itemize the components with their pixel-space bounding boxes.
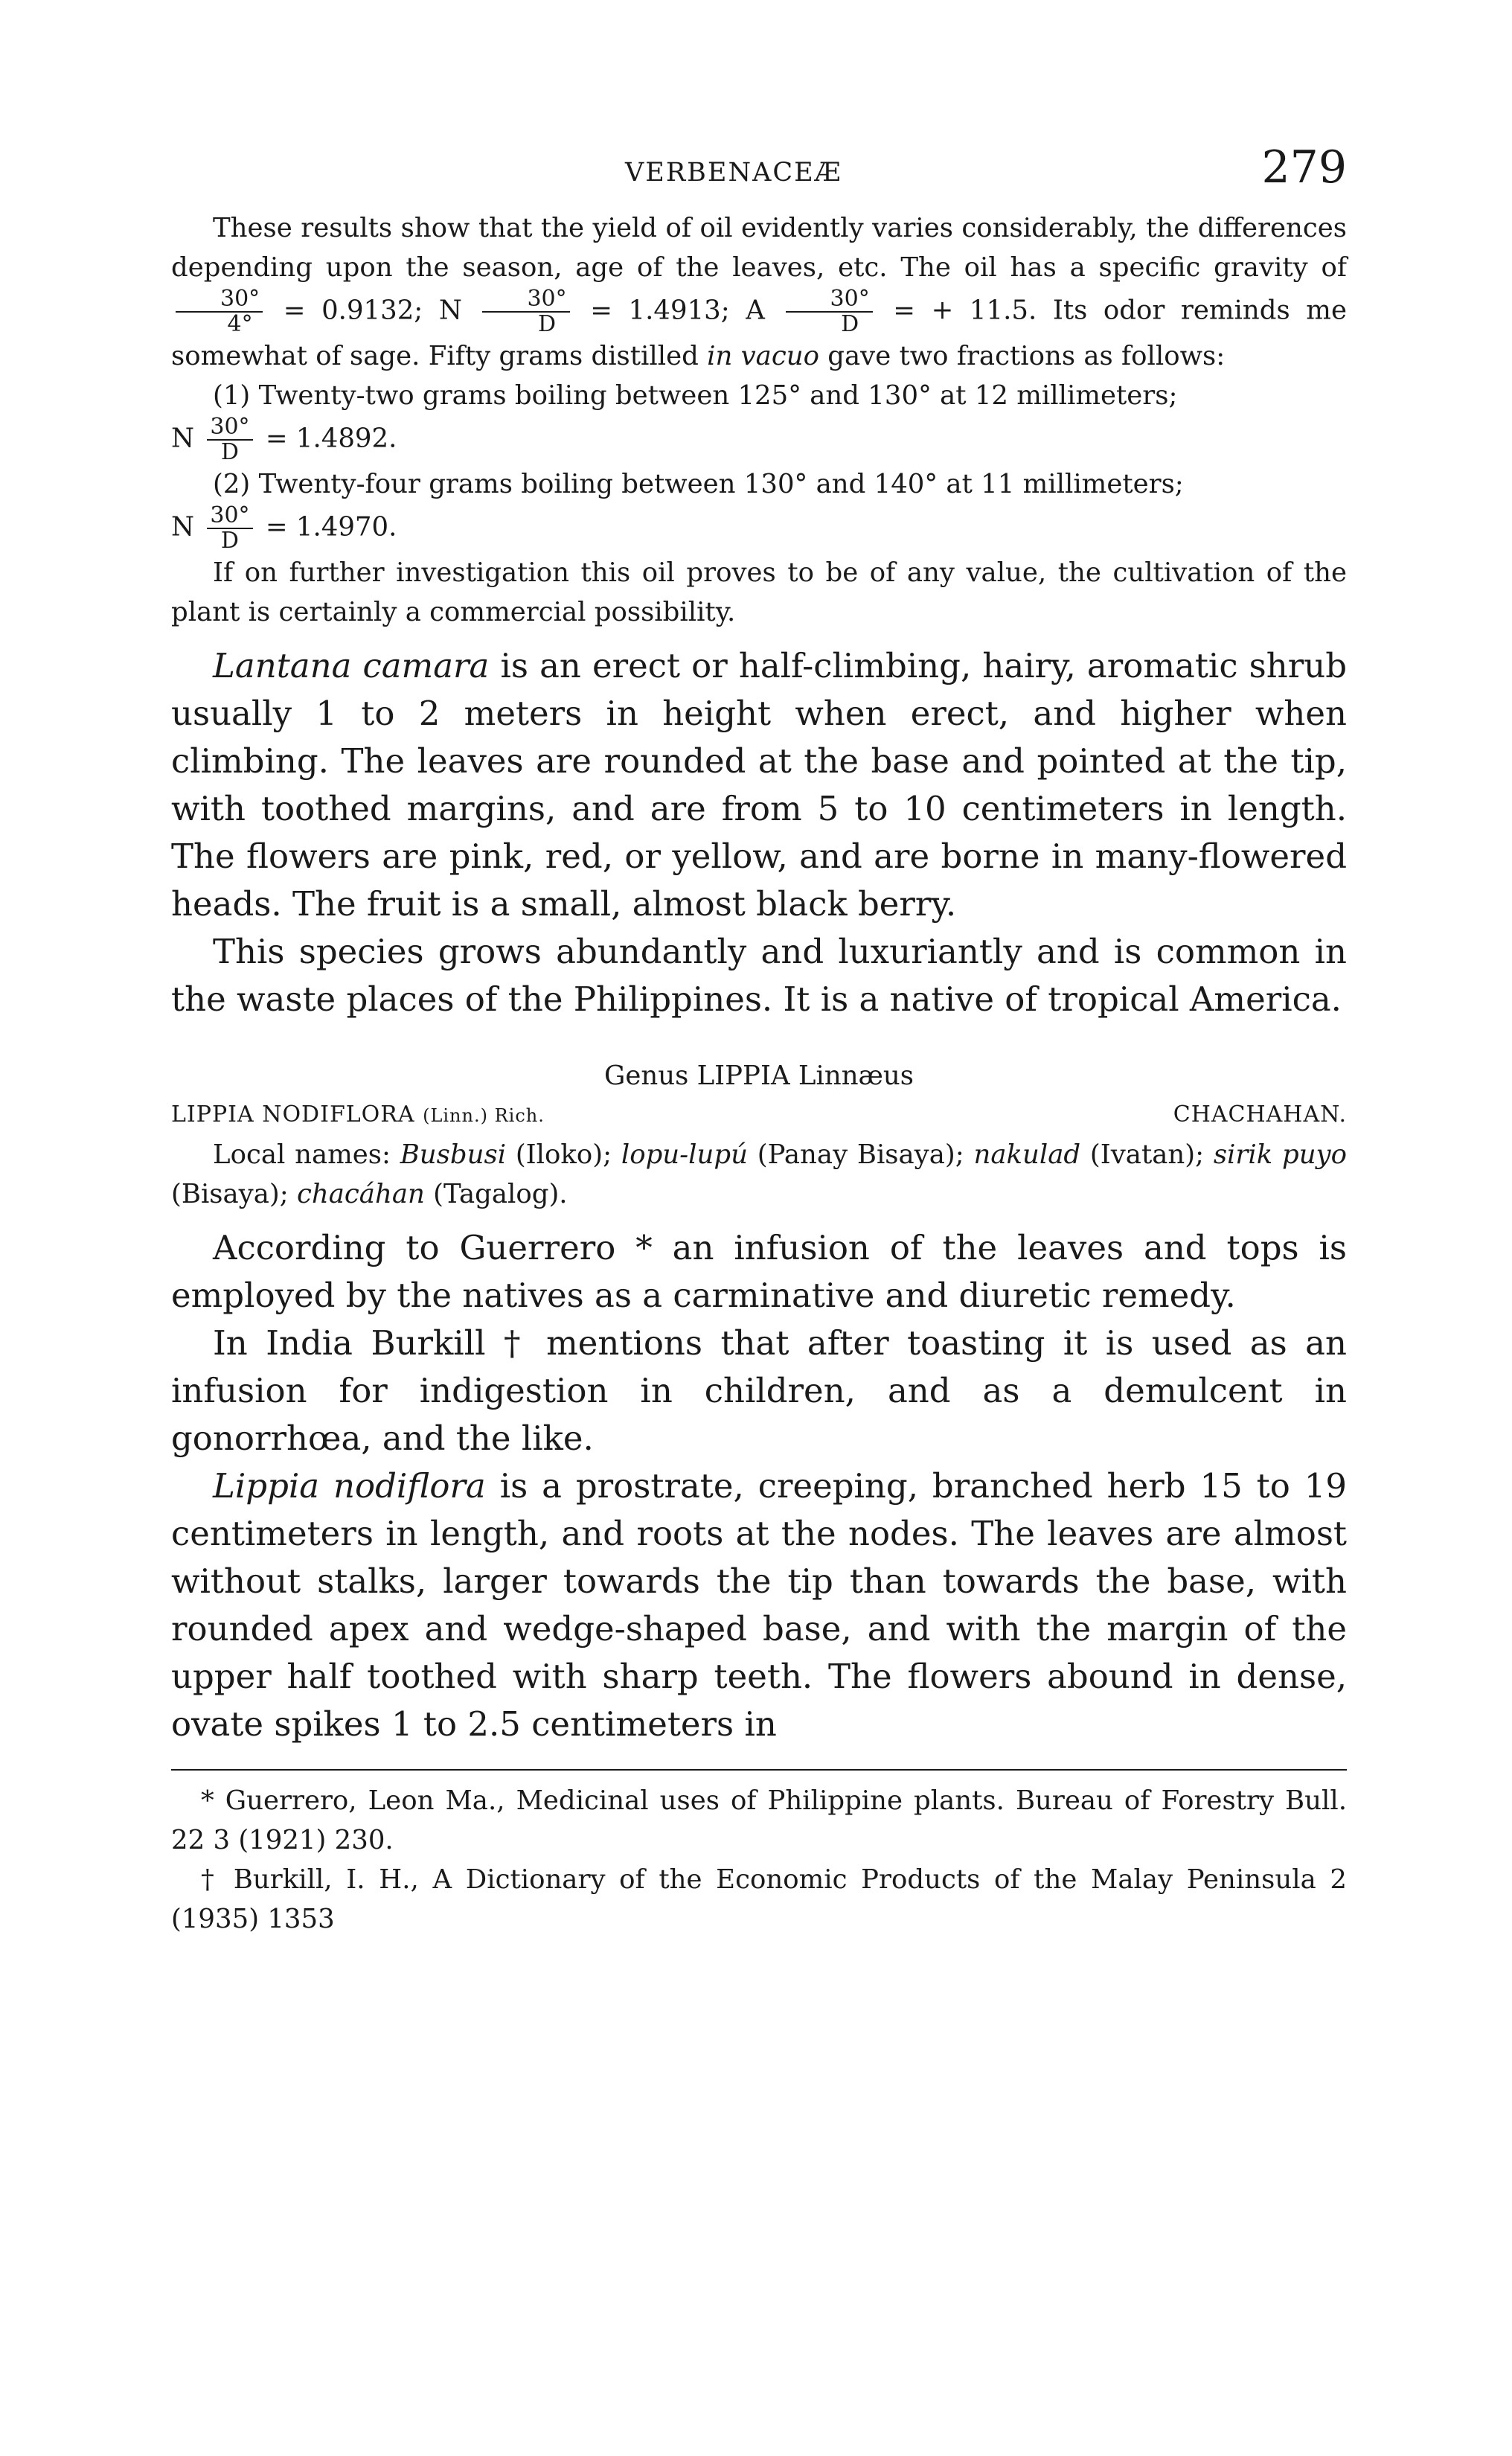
fraction: $\frac{30^\circ}{4^\circ}$ [176, 287, 263, 336]
burkill-paragraph: In India Burkill † mentions that after toasting it is used as an infusion for indigestion in children, and as a demulcent in gonorrhœa, and the like. [171, 1323, 1347, 1458]
fraction-two-index: N $\frac{30^\circ}{D}$ = 1.4970. [171, 502, 397, 554]
lippia-description: Lippia nodiflora is a prostrate, creeping, branched herb 15 to 19 centimeters in length, and roots at the nodes. The leaves are almost without stalks, larger towards the tip than towards the base, with rounded apex and wedge-shaped base, and with the margin of the upper half toothed with sharp teeth. The flowers abound in dense, ovate spikes 1 to 2.5 centimeters in [171, 1466, 1348, 1744]
fraction: $\frac{30^\circ}{D}$ [786, 287, 873, 336]
local-names-section [171, 1135, 1347, 1214]
fraction: $\frac{30^\circ}{D}$ [207, 504, 252, 553]
habitat-paragraph: This species grows abundantly and luxuriantly and is common in the waste places of the Philippines. It is a native of tropical America. [171, 932, 1347, 1019]
page-number: 279 [1261, 141, 1347, 194]
species-name: Lantana camara [213, 646, 490, 685]
fraction: $\frac{30^\circ}{D}$ [482, 287, 569, 336]
genus-heading: Genus LIPPIA Linnæus [603, 1061, 914, 1091]
species-author: (Linn.) Rich. [423, 1105, 545, 1126]
fraction-one-index: N $\frac{30^\circ}{D}$ = 1.4892. [171, 414, 397, 465]
guerrero-paragraph: According to Guerrero * an infusion of the leaves and tops is employed by the natives as a carminative and diuretic remedy. [171, 1228, 1347, 1315]
footnote: * Guerrero, Leon Ma., Medicinal uses of Philippine plants. Bureau of Forestry Bull. 22 3 (1921) 230. [171, 1785, 1347, 1855]
page [171, 141, 1347, 1939]
lantana-description: Lantana camara is an erect or half-climbing, hairy, aromatic shrub usually 1 to 2 meters in height when erect, and higher when climbing. The leaves are rounded at the base and pointed at the tip, with toothed margins, and are from 5 to 10 centimeters in length. The flowers are pink, red, or yellow, and are borne in many-flowered heads. The fruit is a small, almost black berry. [171, 646, 1347, 924]
local-name-heading: CHACHAHAN. [1173, 1101, 1347, 1128]
footnotes [171, 1781, 1347, 1939]
lippia-section [171, 1224, 1347, 1748]
header-title: VERBENACEÆ [625, 158, 842, 188]
footnote: † Burkill, I. H., A Dictionary of the Economic Products of the Malay Peninsula 2 (1935) 1353 [171, 1864, 1347, 1934]
species-title: LIPPIA NODIFLORA [171, 1101, 415, 1128]
species-heading [171, 1101, 1347, 1128]
fraction: $\frac{30^\circ}{D}$ [207, 415, 252, 464]
running-header [171, 141, 1347, 208]
oil-results-section [171, 208, 1347, 632]
local-names: Local names: Busbusi (Iloko); lopu-lupú (Panay Bisaya); nakulad (Ivatan); sirik puyo (Bisaya); chacáhan (Tagalog). [171, 1139, 1347, 1209]
lantana-section [171, 642, 1347, 1023]
fraction-one: (1) Twenty-two grams boiling between 125° and 130° at 12 millimeters; [213, 380, 1178, 411]
species-name: Lippia nodiflora [213, 1466, 486, 1506]
footnote-divider [171, 1769, 1347, 1771]
fraction-two: (2) Twenty-four grams boiling between 130° and 140° at 11 millimeters; [213, 469, 1184, 499]
commercial-paragraph: If on further investigation this oil proves to be of any value, the cultivation of the plant is certainly a commercial possibility. [171, 557, 1347, 627]
oil-results-paragraph: These results show that the yield of oil evidently varies considerably, the differences depending upon the season, age of the leaves, etc. The oil has a specific gravity of $\frac{30^\circ}{4^\circ}$ = 0.9132; N $\frac{30^\circ}{D}$ = 1.4913; A $\frac{30^\circ}{D}$ = + 11.5. Its odor reminds me somewhat of sage. Fifty grams distilled in vacuo gave two fractions as follows: [171, 213, 1347, 371]
